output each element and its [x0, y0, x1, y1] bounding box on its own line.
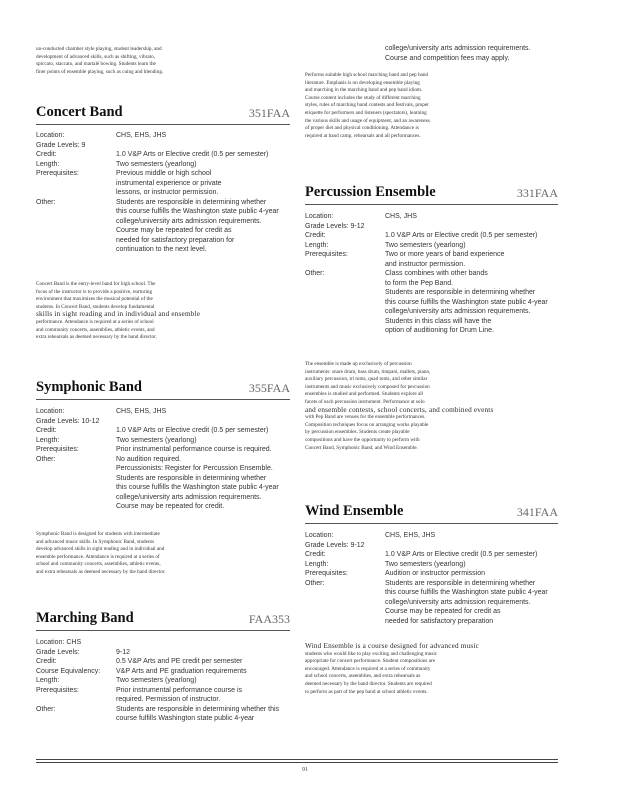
footer-rule-bottom: [36, 762, 558, 763]
marching-band-description: Performs suitable high school marching band and pep band literature. Emphasis is on developing ensemble playing and marching in the marching band and pep band idiom. Course content includes the study of different marching styles, rules of marching band contests and festivals, proper etiquette for performers and listeners (spectators), learning the various skills and usage of equipment, and an awareness of proper diet and physical conditioning. Attendance is required at band camp, rehearsals and all performances.: [305, 72, 430, 139]
concert-band-code: 351FAA: [248, 106, 290, 120]
percussion-ensemble-description: The ensemble is made up exclusively of percussion instruments: snare drum, bass drum, timpani, mallets, piano, auxiliary percussion, tri toms, quad toms, and other similar instruments and music exclusively composed for percussion ensembles is studied and performed. Students explore all facets of each percussion instrument. Performance at solo and ensemble contests, school concerts, and combined events with Pep Band are venues for the ensemble performances. Composition techniques focus on arranging works playable by percussion ensembles. Students create playable compositions and have the opportunity to perform with Concert Band, Symphonic Band, and Wind Ensemble.: [305, 361, 494, 451]
wind-ensemble-info: Location: CHS, EHS, JHS Grade Levels: 9-12 Credit: 1.0 V&P Arts or Elective credit (0.5 per semester) Length: Two semesters (yearlong) Prerequisites: Audition or instructor permission Other: Students are responsible in determining whether this course fulfills the Washington state public 4-year college/university arts admission requirements. Course may be repeated for credit as needed for satisfactory preparation: [305, 532, 548, 625]
wind-ensemble-rule: [305, 523, 558, 524]
symphonic-band-rule: [36, 399, 290, 400]
wind-ensemble-description: Wind Ensemble is a course designed for advanced music students who would like to play exciting and challenging music appropriate for concert performance. Student compositions are encouraged. Attendance is required at a series of community and school concerts, assemblies, and extra rehearsals as deemed necessary by the band director. Students are required to perform as part of the pep band at school athletic events.: [305, 642, 479, 695]
concert-band-rule: [36, 124, 290, 125]
symphonic-band-info: Location: CHS, EHS, JHS Grade Levels: 10-12 Credit: 1.0 V&P Arts or Elective credit (0.5 per semester) Length: Two semesters (yearlong) Prerequisites: Prior instrumental performance course is required. Other: No audition required. Percussionists: Register for Percussion Ensemble. Students are responsible in determining whether this course fulfills the Washington state public 4-year college/university arts admission requirements. Course may be repeated for credit.: [36, 408, 279, 510]
footer-rule-top: [36, 759, 558, 760]
concert-band-description: Concert Band is the entry-level band for high school. The focus of the instructor is to provide a positive, nurturing environment that maximizes the musical potential of the students. In Concert Band, students develop fundamental skills in sight reading and in individual and ensemble performance. Attendance is required at a series of school and community concerts, assemblies, athletic events, and extra rehearsals as deemed necessary by the band director.: [36, 281, 201, 341]
symphonic-band-description: Symphonic Band is designed for students with intermediate and advanced music skills. In Symphonic Band, students develop advanced skills in sight reading and in individual and ensemble performance. Attendance is required at a series of school and community concerts, assemblies, athletic events, and extra rehearsals as deemed necessary by the band director.: [36, 531, 166, 575]
marching-band-rule: [36, 630, 290, 631]
symphonic-band-title: Symphonic Band: [36, 379, 142, 395]
marching-band-info-continued: college/university arts admission requirements. Course and competition fees may apply.: [385, 45, 531, 62]
intro-paragraph: un-conducted chamber style playing, student leadership, and development of advanced skills, such as shifting, vibrato, spiccato, staccato, and martalé bowing. Students learn the finer points of ensemble playing, such as cuing and blending.: [36, 46, 164, 75]
percussion-ensemble-title: Percussion Ensemble: [305, 184, 436, 200]
page-number: 91: [302, 767, 308, 773]
symphonic-band-code: 355FAA: [248, 381, 290, 395]
percussion-ensemble-rule: [305, 204, 558, 205]
marching-band-code: FAA353: [248, 612, 290, 626]
wind-ensemble-code: 341FAA: [516, 505, 558, 519]
marching-band-info: Location: CHS Grade Levels: 9-12 Credit: 0.5 V&P Arts and PE credit per semester Course Equivalency: V&P Arts and PE graduation requirements Length: Two semesters (yearlong) Prerequisites: Prior instrumental performance course is required. Permission of instructor. Other: Students are responsible in determining whether this course fulfills Washington state public 4-year: [36, 639, 280, 722]
wind-ensemble-title: Wind Ensemble: [305, 503, 404, 519]
concert-band-info: Location: CHS, EHS, JHS Grade Levels: 9 Credit: 1.0 V&P Arts or Elective credit (0.5 per semester) Length: Two semesters (yearlong) Prerequisites: Previous middle or high school instrumental experience or private lessons, or instructor permission. Other: Students are responsible in determining whether this course fulfills the Washington state public 4-year college/university arts admission requirements. Course may be repeated for credit as needed for satisfactory preparation for continuation to the next level.: [36, 132, 279, 253]
percussion-ensemble-code: 331FAA: [516, 186, 558, 200]
percussion-ensemble-info: Location: CHS, JHS Grade Levels: 9-12 Credit: 1.0 V&P Arts or Elective credit (0.5 per semester) Length: Two semesters (yearlong) Prerequisites: Two or more years of band experience and instructor permission. Other: Class combines with other bands to form the Pep Band. Students are responsible in determining whether this course fulfills the Washington state public 4-year college/university arts admission requirements. Students in this class will have the option of auditioning for Drum Line.: [305, 213, 548, 334]
marching-band-title: Marching Band: [36, 610, 134, 626]
concert-band-title: Concert Band: [36, 104, 123, 120]
